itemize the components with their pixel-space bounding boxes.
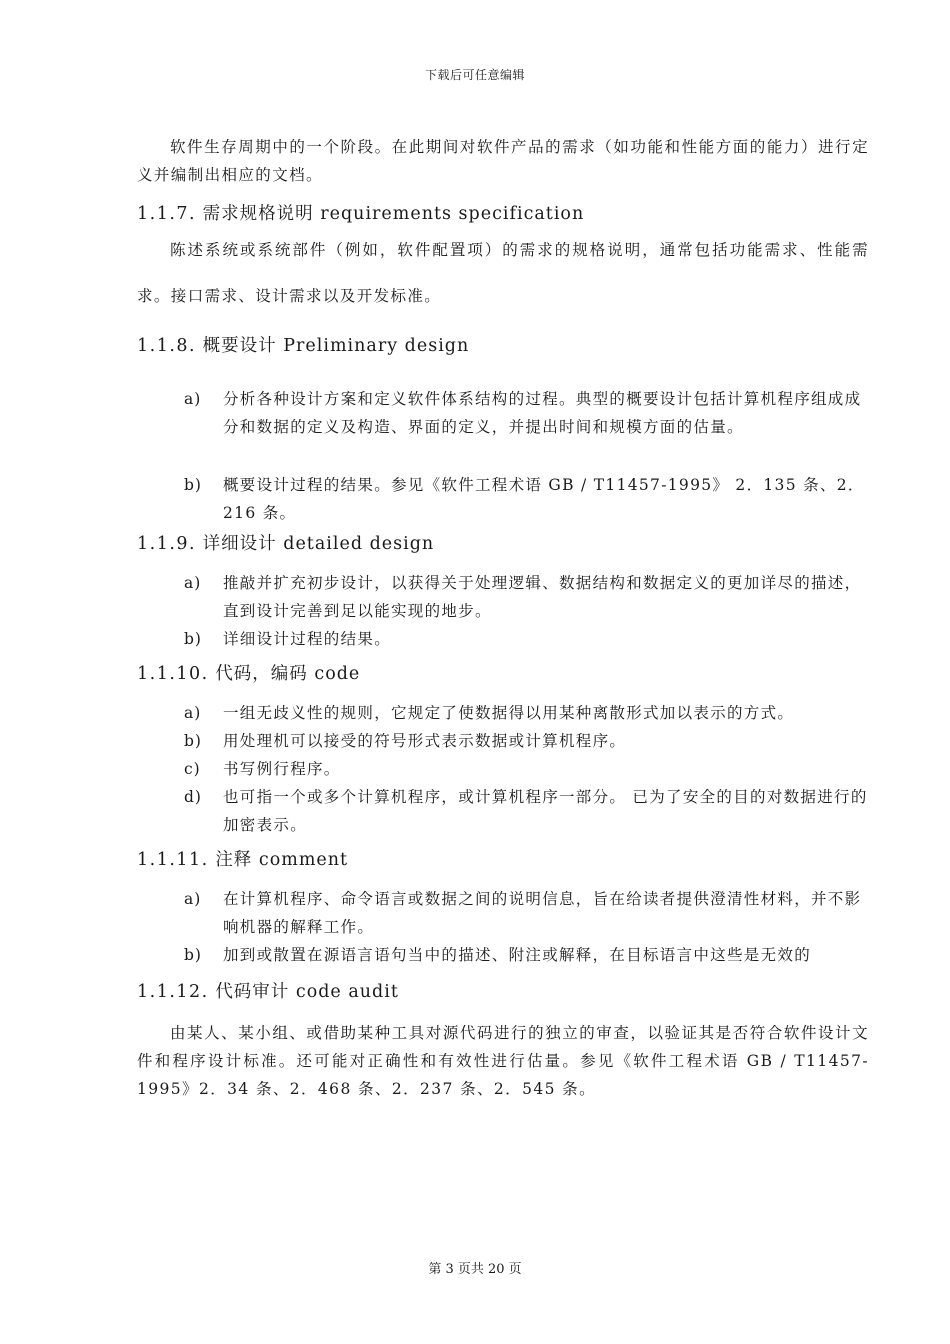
code-audit-paragraph: 由某人、某小组、或借助某种工具对源代码进行的独立的审查，以验证其是否符合软件设计文件和程序设计标准。还可能对正确性和有效性进行估量。参见《软件工程术语 GB / T11457-1995》2．34 条、2．468 条、2．237 条、2．545 条。 — [137, 1024, 869, 1098]
section-title-zh: 代码，编码 — [215, 664, 308, 684]
list-item-text: 分析各种设计方案和定义软件体系结构的过程。典型的概要设计包括计算机程序组成成分和数据的定义及构造、界面的定义，并提出时间和规模方面的估量。 — [223, 390, 862, 436]
list-item — [137, 727, 869, 755]
list-item-text: 在计算机程序、命令语言或数据之间的说明信息，旨在给读者提供澄清性材料，并不影响机器的解释工作。 — [223, 890, 862, 936]
section-title-en: Preliminary design — [283, 336, 470, 356]
page-header: 下载后可任意编辑 — [424, 68, 525, 82]
page-content — [137, 133, 869, 1103]
section-title-en: requirements specification — [320, 204, 585, 224]
heading-preliminary-design — [137, 331, 869, 361]
intro-paragraph: 软件生存周期中的一个阶段。在此期间对软件产品的需求（如功能和性能方面的能力）进行定义并编制出相应的文档。 — [137, 138, 869, 184]
list-item — [137, 699, 869, 727]
page-footer: 第 3 页共 20 页 — [428, 1262, 522, 1277]
list-item-marker: b) — [184, 476, 202, 494]
list-item-marker: a) — [184, 704, 202, 722]
heading-comment — [137, 845, 869, 875]
list-item-text: 书写例行程序。 — [223, 760, 341, 778]
list-item-marker: d) — [184, 788, 202, 806]
section-title-zh: 注释 — [215, 850, 253, 870]
section-title-zh: 详细设计 — [202, 534, 277, 554]
heading-detailed-design — [137, 529, 869, 559]
list-item-text: 加到或散置在源语言语句当中的描述、附注或解释，在目标语言中这些是无效的 — [223, 946, 812, 964]
list-item-text: 推敲并扩充初步设计，以获得关于处理逻辑、数据结构和数据定义的更加详尽的描述，直到设计完善到足以能实现的地步。 — [223, 574, 862, 620]
heading-code-audit — [137, 977, 869, 1007]
section-title-en: code audit — [295, 982, 399, 1002]
list-item-text: 也可指一个或多个计算机程序，或计算机程序一部分。 已为了安全的目的对数据进行的加密表示。 — [223, 788, 868, 834]
section-title-en: comment — [258, 850, 349, 870]
section-number: 1.1.11. — [137, 850, 209, 870]
section-number: 1.1.7. — [137, 204, 197, 224]
list-item — [137, 755, 869, 783]
list-item-text: 用处理机可以接受的符号形式表示数据或计算机程序。 — [223, 732, 627, 750]
section-title-zh: 概要设计 — [202, 336, 277, 356]
list-item — [137, 625, 869, 653]
section-title-en: code — [314, 664, 361, 684]
section-title-zh: 代码审计 — [215, 982, 290, 1002]
list-item-text: 一组无歧义性的规则，它规定了使数据得以用某种离散形式加以表示的方式。 — [223, 704, 795, 722]
list-item-marker: b) — [184, 630, 202, 648]
section-number: 1.1.8. — [137, 336, 197, 356]
list-item-text: 详细设计过程的结果。 — [223, 630, 392, 648]
list-item — [137, 885, 869, 941]
section-number: 1.1.12. — [137, 982, 209, 1002]
heading-requirements-specification — [137, 199, 869, 229]
detailed-design-list — [137, 569, 869, 653]
list-item — [137, 471, 869, 527]
list-item-marker: a) — [184, 390, 202, 408]
list-item-text: 概要设计过程的结果。参见《软件工程术语 GB / T11457-1995》 2．135 条、2．216 条。 — [223, 476, 865, 522]
list-item-marker: c) — [184, 760, 201, 778]
comment-list — [137, 885, 869, 969]
list-item-marker: b) — [184, 946, 202, 964]
list-item-marker: a) — [184, 574, 202, 592]
code-list — [137, 699, 869, 839]
list-item — [137, 385, 869, 441]
list-item — [137, 783, 869, 839]
list-item-marker: b) — [184, 732, 202, 750]
list-item — [137, 569, 869, 625]
section-title-en: detailed design — [283, 534, 435, 554]
section-title-zh: 需求规格说明 — [202, 204, 314, 224]
section-number: 1.1.10. — [137, 664, 209, 684]
list-item-marker: a) — [184, 890, 202, 908]
heading-code — [137, 659, 869, 689]
requirements-spec-paragraph: 陈述系统或系统部件（例如，软件配置项）的需求的规格说明，通常包括功能需求、性能需求。接口需求、设计需求以及开发标准。 — [137, 241, 869, 305]
section-number: 1.1.9. — [137, 534, 197, 554]
list-item — [137, 941, 869, 969]
preliminary-design-list — [137, 385, 869, 527]
